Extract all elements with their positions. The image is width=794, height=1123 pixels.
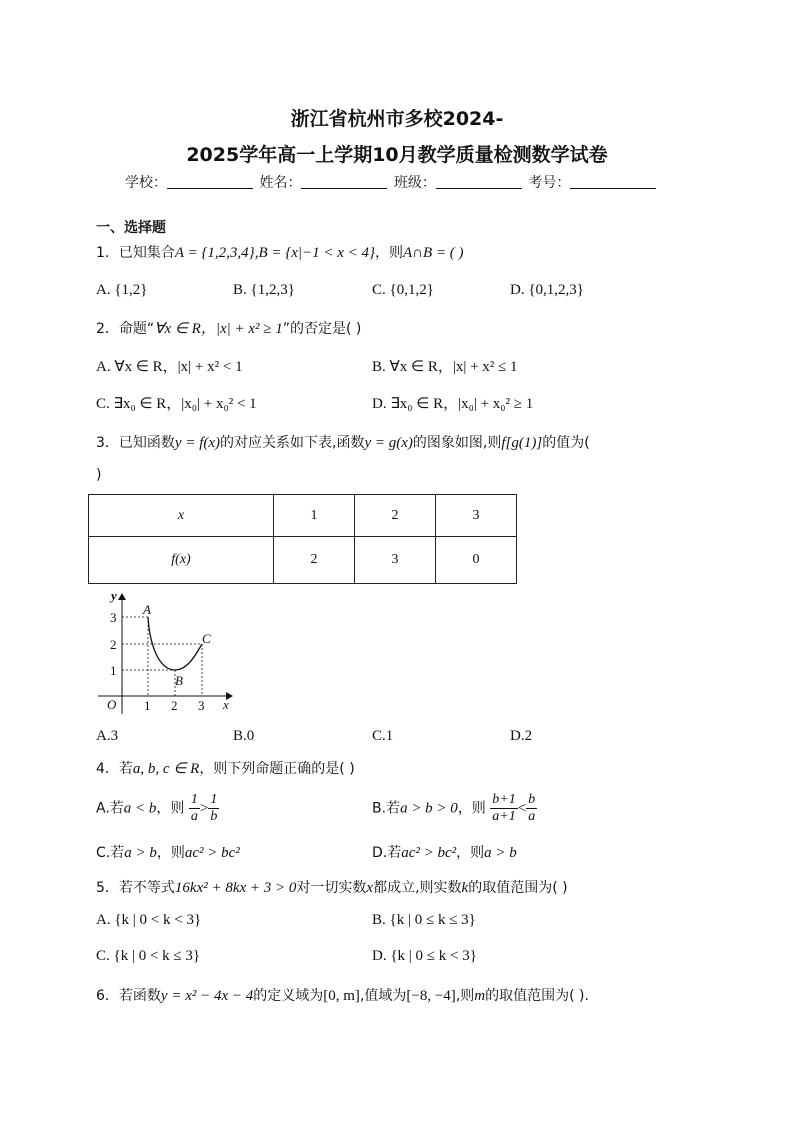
q5-x: x [366, 880, 374, 896]
q4-option-d-result: a > b [484, 845, 517, 861]
question-5 [96, 877, 568, 897]
point-label-b: B [175, 673, 183, 688]
field-school-blank[interactable] [167, 188, 253, 189]
q3-text-a: 已知函数 [118, 435, 175, 451]
x-tick-label: 3 [198, 698, 205, 713]
q2-expr: ∀x ∈ R，|x| + x² ≥ 1 [154, 321, 283, 337]
q1-option-c: C. {0,1,2} [372, 282, 434, 298]
table-cell: 3 [436, 495, 517, 537]
table-cell: 1 [274, 495, 355, 537]
q2-text-b: ”的否定是( ) [282, 321, 362, 337]
question-1 [96, 242, 464, 262]
q3-text-c: 的图象如图,则 [412, 435, 502, 451]
q4-option-d [372, 842, 517, 862]
q5-text-c: 都成立,则实数 [373, 880, 462, 896]
operator: < [517, 800, 527, 817]
q1-tail: ，则 [375, 245, 404, 261]
field-examno-label: 考号： [528, 175, 571, 191]
q6-domain: [0, m] [323, 988, 360, 1004]
q6-m: m [474, 988, 486, 1004]
x-axis-label: x [223, 697, 229, 712]
q2-option-a: A. ∀x ∈ R，|x| + x² < 1 [96, 359, 243, 375]
function-graph [90, 588, 250, 718]
function-table [88, 494, 517, 584]
exam-title-line2: 2025学年高一上学期10月教学质量检测数学试卷 [186, 144, 608, 166]
q6-text-a: 若函数 [118, 988, 161, 1004]
q5-option-c: C. {k | 0 < k ≤ 3} [96, 948, 201, 964]
operator: > [199, 800, 209, 817]
q3-text-b: 的对应关系如下表,函数 [220, 435, 365, 451]
q4-option-d-mid: ，则 [456, 845, 485, 861]
origin-label: O [107, 697, 117, 712]
q3-option-a: A.3 [96, 728, 119, 744]
q4-option-a [96, 792, 219, 825]
field-school-label: 学校： [125, 175, 167, 191]
q4-option-b-mid: ，则 [457, 800, 486, 817]
table-cell: 0 [436, 537, 517, 584]
q1-set-a: A = {1,2,3,4} [174, 245, 255, 261]
x-tick-label: 1 [144, 698, 151, 713]
q1-text: 已知集合 [118, 245, 175, 261]
question-6 [96, 985, 589, 1005]
q6-text-e: 的取值范围为( ). [485, 988, 589, 1004]
fraction: $\frac{b+1}{a+1}$ [492, 792, 516, 824]
y-tick-label: 1 [110, 663, 117, 678]
q3-paren-close: ) [96, 467, 102, 483]
table-cell: 2 [274, 537, 355, 584]
q6-text-c: ,值域为 [359, 988, 407, 1004]
q5-option-d: D. {k | 0 ≤ k < 3} [372, 948, 477, 964]
q3-g: y = g(x) [364, 435, 413, 451]
table-cell: f(x) [89, 537, 274, 584]
q6-text-d: ,则 [455, 988, 475, 1004]
graph-curve [148, 617, 202, 670]
q4-option-b [372, 792, 537, 825]
q6-function: y = x² − 4x − 4 [160, 988, 254, 1004]
point-label-a: A [143, 602, 151, 617]
q4-option-d-cond: ac² > bc² [401, 845, 457, 861]
table-cell: x [89, 495, 274, 537]
q4-number: 4． [96, 761, 119, 777]
fraction: $\frac{b}{a}$ [528, 792, 536, 824]
q3-option-b: B.0 [233, 728, 255, 744]
table-cell: 3 [355, 537, 436, 584]
q5-text-a: 若不等式 [118, 880, 175, 896]
question-2 [96, 317, 361, 338]
q5-text-b: 对一切实数 [296, 880, 367, 896]
q4-option-c-result: ac² > bc² [184, 845, 240, 861]
q2-option-d: D. ∃x₀ ∈ R，|x₀| + x₀² ≥ 1 [372, 396, 534, 412]
table-row-header [89, 495, 517, 537]
q4-option-a-label: A.若 [96, 800, 124, 817]
q4-text-b: ，则下列命题正确的是( ) [199, 761, 355, 777]
q2-number: 2． [96, 321, 119, 337]
q1-expr: A∩B = ( ) [403, 245, 464, 261]
field-examno-blank[interactable] [570, 188, 656, 189]
q4-option-c-cond: a > b [124, 845, 157, 861]
q1-option-b: B. {1,2,3} [233, 282, 295, 298]
q2-text-a: 命题“ [118, 321, 155, 337]
q1-set-b: ,B = {x|−1 < x < 4} [254, 245, 376, 261]
q6-range: [−8, −4] [406, 988, 456, 1004]
q5-text-d: 的取值范围为( ) [468, 880, 568, 896]
dashed-guides [122, 617, 202, 696]
q5-option-b: B. {k | 0 ≤ k ≤ 3} [372, 912, 476, 928]
q1-option-d: D. {0,1,2,3} [510, 282, 584, 298]
q3-number: 3． [96, 435, 119, 451]
fraction: $\frac{1}{a}$ [190, 792, 198, 824]
q4-text-a: 若 [118, 761, 133, 777]
q4-option-a-mid: ，则 [156, 800, 185, 817]
q3-fg: f[g(1)] [501, 435, 543, 451]
q2-option-b: B. ∀x ∈ R，|x| + x² ≤ 1 [372, 359, 518, 375]
q4-option-d-label: D.若 [372, 845, 402, 861]
field-name-label: 姓名： [259, 175, 302, 191]
q4-option-c-label: C.若 [96, 845, 125, 861]
y-tick-label: 3 [110, 610, 117, 625]
field-class-blank[interactable] [436, 188, 522, 189]
field-class-label: 班级： [393, 175, 436, 191]
exam-title-line1: 浙江省杭州市多校2024- [290, 108, 504, 130]
q2-option-c: C. ∃x₀ ∈ R，|x₀| + x₀² < 1 [96, 396, 257, 412]
point-label-c: C [202, 631, 211, 646]
q1-number: 1． [96, 245, 119, 261]
q3-f: y = f(x) [174, 435, 221, 451]
y-tick-label: 2 [110, 637, 117, 652]
student-info-row [125, 172, 658, 192]
q3-text-d: 的值为( [542, 435, 590, 451]
q5-inequality: 16kx² + 8kx + 3 > 0 [174, 880, 297, 896]
q5-option-a: A. {k | 0 < k < 3} [96, 912, 202, 928]
section-title: 一、选择题 [96, 220, 166, 236]
x-tick-label: 2 [171, 698, 178, 713]
table-row-values [89, 537, 517, 584]
y-axis-label: y [111, 588, 117, 603]
q4-option-c [96, 842, 240, 862]
q5-k: k [461, 880, 469, 896]
q4-option-b-cond: a > b > 0 [400, 800, 458, 817]
q5-number: 5． [96, 880, 119, 896]
q1-option-a: A. {1,2} [96, 282, 148, 298]
question-4 [96, 758, 355, 778]
fraction: $\frac{1}{b}$ [210, 792, 218, 824]
q6-text-b: 的定义域为 [253, 988, 324, 1004]
q3-option-c: C.1 [372, 728, 394, 744]
question-3 [96, 432, 590, 452]
q4-option-b-label: B.若 [372, 800, 401, 817]
q4-option-a-cond: a < b [123, 800, 157, 817]
q6-number: 6． [96, 988, 119, 1004]
q4-option-c-mid: ，则 [156, 845, 185, 861]
q3-option-d: D.2 [510, 728, 533, 744]
field-name-blank[interactable] [301, 188, 387, 189]
q4-vars: a, b, c ∈ R [132, 761, 200, 777]
table-cell: 2 [355, 495, 436, 537]
